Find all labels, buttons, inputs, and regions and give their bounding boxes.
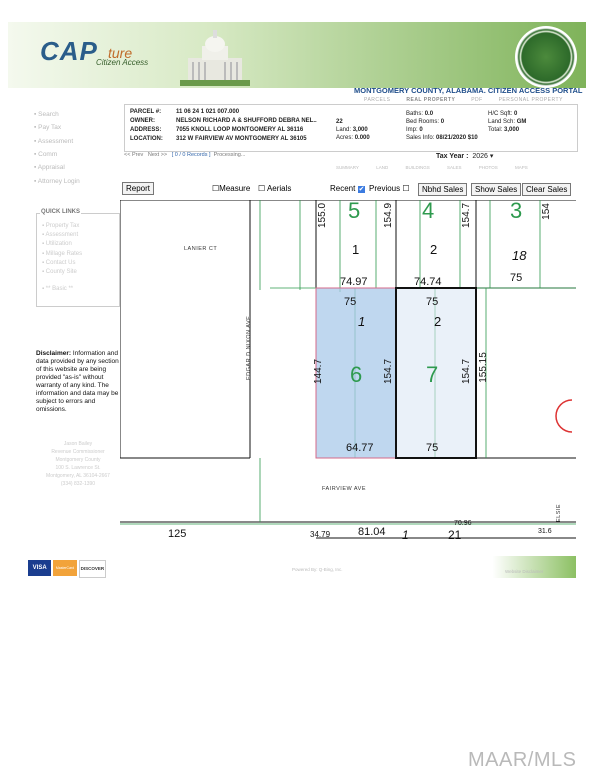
parcel-values <box>176 108 317 144</box>
sub-tabs <box>336 165 544 170</box>
dim-75-top: 75 <box>510 272 523 284</box>
quick-link-contact[interactable]: ▪ Contact Us <box>42 259 76 266</box>
lot-7: 7 <box>426 362 439 387</box>
processing-status: Processing... <box>213 152 246 158</box>
subtab-summary[interactable]: SUMMARY <box>336 165 359 170</box>
record-pager <box>124 152 245 158</box>
quick-link-property-tax[interactable]: ▪ Property Tax <box>42 223 80 229</box>
lot-3: 3 <box>510 198 523 223</box>
lot-5: 5 <box>348 198 361 223</box>
dim-6477: 64.77 <box>346 442 374 454</box>
block-18: 18 <box>512 248 527 263</box>
previous-checkbox[interactable]: Previous ☐ <box>369 184 410 193</box>
dim-top-1547: 154.7 <box>461 202 473 229</box>
recent-checkbox[interactable]: Recent ✔ <box>330 184 365 193</box>
dim-top-1549: 154.9 <box>383 202 395 229</box>
nav-pay-tax[interactable]: ▪ Pay Tax <box>34 124 62 131</box>
logo-ture: ture <box>108 45 133 61</box>
road-lanier-ct: LANIER CT <box>184 246 218 252</box>
capitol-building-icon <box>180 26 250 86</box>
dim-side-1447: 144.7 <box>313 358 325 385</box>
parcel-number: 11 06 24 1 021 007.000 <box>176 109 240 115</box>
road-edgar-nixon: EDGAR D NIXON AVE <box>246 315 252 380</box>
dim-side-1547-a: 154.7 <box>383 358 395 385</box>
block-21: 21 <box>448 528 462 542</box>
dim-3479: 34.79 <box>310 530 331 539</box>
discover-card-icon: DISCOVER <box>79 560 106 578</box>
measure-checkbox[interactable]: ☐Measure <box>212 184 251 193</box>
tab-personal-property[interactable]: PERSONAL PROPERTY <box>498 97 563 103</box>
parcel-land-info: 22 Land: 3,000 Acres: 0.000 <box>336 119 370 141</box>
quick-link-utilization[interactable]: ▪ Utilization <box>42 241 72 248</box>
dim-7497: 74.97 <box>340 276 368 288</box>
dim-7096: 70.96 <box>454 520 472 527</box>
tax-year-select[interactable]: Tax Year : 2026 ▾ <box>436 153 494 160</box>
dim-75-b: 75 <box>426 296 439 308</box>
lot-6: 6 <box>350 362 363 387</box>
dim-7474: 74.74 <box>414 276 442 288</box>
parcel-location: 312 W FAIRVIEW AV MONTGOMERY AL 36105 <box>176 136 307 142</box>
block-2-mid: 2 <box>434 314 442 329</box>
subtab-maps[interactable]: MAPS <box>514 165 528 170</box>
quick-links-title: QUICK LINKS <box>41 209 80 215</box>
powered-by: Powered By: Q-Bing, Inc. <box>292 567 343 572</box>
subtab-sales[interactable]: SALES <box>447 165 462 170</box>
block-1-top: 1 <box>352 242 360 257</box>
owner-address: 7055 KNOLL LOOP MONTGOMERY AL 36116 <box>176 127 304 133</box>
visa-card-icon: VISA <box>28 560 51 576</box>
clear-sales-button[interactable]: Clear Sales <box>522 183 571 196</box>
nav-assessment[interactable]: ▪ Assessment <box>34 138 74 145</box>
dim-top-155: 155.0 <box>317 202 329 229</box>
dim-75-c: 75 <box>426 442 439 454</box>
nbhd-sales-button[interactable]: Nbhd Sales <box>418 183 467 196</box>
owner-name: NELSON RICHARD A & SHUFFORD DEBRA NEL.. <box>176 118 317 124</box>
quick-link-county-site[interactable]: ▪ County Site <box>42 269 77 276</box>
tab-pdf[interactable]: PDF <box>471 97 483 103</box>
mls-watermark: MAAR/MLS <box>468 749 577 771</box>
quick-link-millage[interactable]: ▪ Millage Rates <box>42 250 83 257</box>
report-button[interactable]: Report <box>122 182 154 195</box>
block-1-bottom: 1 <box>402 528 409 542</box>
nav-attorney-login[interactable]: ▪ Attorney Login <box>34 178 80 185</box>
dim-side-1547-b: 154.7 <box>461 358 473 385</box>
dim-side-15515: 155.15 <box>477 352 489 383</box>
logo-cap: CAP <box>40 36 98 66</box>
disclaimer: Disclaimer: Information and data provided by any section of this website are being provided "as-is" without warranty of any kind. The information and data may be subject to errors and omissions. <box>36 350 119 413</box>
county-seal-icon <box>515 26 577 88</box>
dim-top-154: 154 <box>540 203 552 220</box>
dim-75-a: 75 <box>344 296 357 308</box>
nav-appraisal[interactable]: ▪ Appraisal <box>34 164 65 171</box>
quick-link-assessment[interactable]: ▪ Assessment <box>42 232 79 239</box>
parcel-building-info: Baths: 0.0 Bed Rooms: 0 Imp: 0 Sales Info: 08/21/2020 $10 <box>406 111 478 141</box>
tab-parcels[interactable]: PARCELS <box>364 97 391 103</box>
show-sales-button[interactable]: Show Sales <box>471 183 521 196</box>
parcel-value-info: H/C Sqft: 0 Land Sch: GM Total: 3,000 <box>488 111 527 133</box>
top-tabs <box>364 97 577 103</box>
logo-subtitle: Citizen Access <box>96 58 149 67</box>
dim-125: 125 <box>168 528 187 540</box>
nav-comm[interactable]: ▪ Comm <box>34 151 58 158</box>
block-2-top: 2 <box>430 242 438 257</box>
mastercard-icon: MasterCard <box>53 560 76 576</box>
nav-search[interactable]: ▪ Search <box>34 111 59 118</box>
tab-real-property[interactable]: REAL PROPERTY <box>406 97 456 103</box>
dim-8104: 81.04 <box>358 526 386 538</box>
next-link[interactable]: Next >> <box>147 152 168 158</box>
quick-links-list <box>42 222 82 294</box>
subtab-land[interactable]: LAND <box>376 165 389 170</box>
block-1-mid: 1 <box>358 314 366 329</box>
subtab-photos[interactable]: PHOTOS <box>478 165 498 170</box>
road-fairview: FAIRVIEW AVE <box>322 486 367 492</box>
payment-cards <box>28 560 106 578</box>
portal-title: MONTGOMERY COUNTY, ALABAMA. CITIZEN ACCESS PORTAL <box>354 86 583 95</box>
website-disclaimer-link[interactable]: Website Disclaimer <box>505 569 544 574</box>
quick-link-basic[interactable]: ▪ ** Basic ** <box>42 286 74 293</box>
subtab-buildings[interactable]: BUILDINGS <box>405 165 430 170</box>
prev-link[interactable]: << Prev <box>124 152 144 158</box>
parcel-labels: PARCEL #: OWNER: ADDRESS: LOCATION: <box>130 109 163 142</box>
contact-info: Jason Bailey Revenue Commissioner Montgomery County 100 S. Lawrence St. Montgomery, AL 36104-2667 (334) 832-1390 <box>46 441 110 487</box>
dim-316: 31.6 <box>538 528 552 535</box>
road-elsie: ELSIE <box>556 503 562 522</box>
record-count: [ 0 / 0 Records ] <box>171 152 211 158</box>
lot-4: 4 <box>422 198 435 223</box>
aerials-checkbox[interactable]: ☐ Aerials <box>258 184 292 193</box>
